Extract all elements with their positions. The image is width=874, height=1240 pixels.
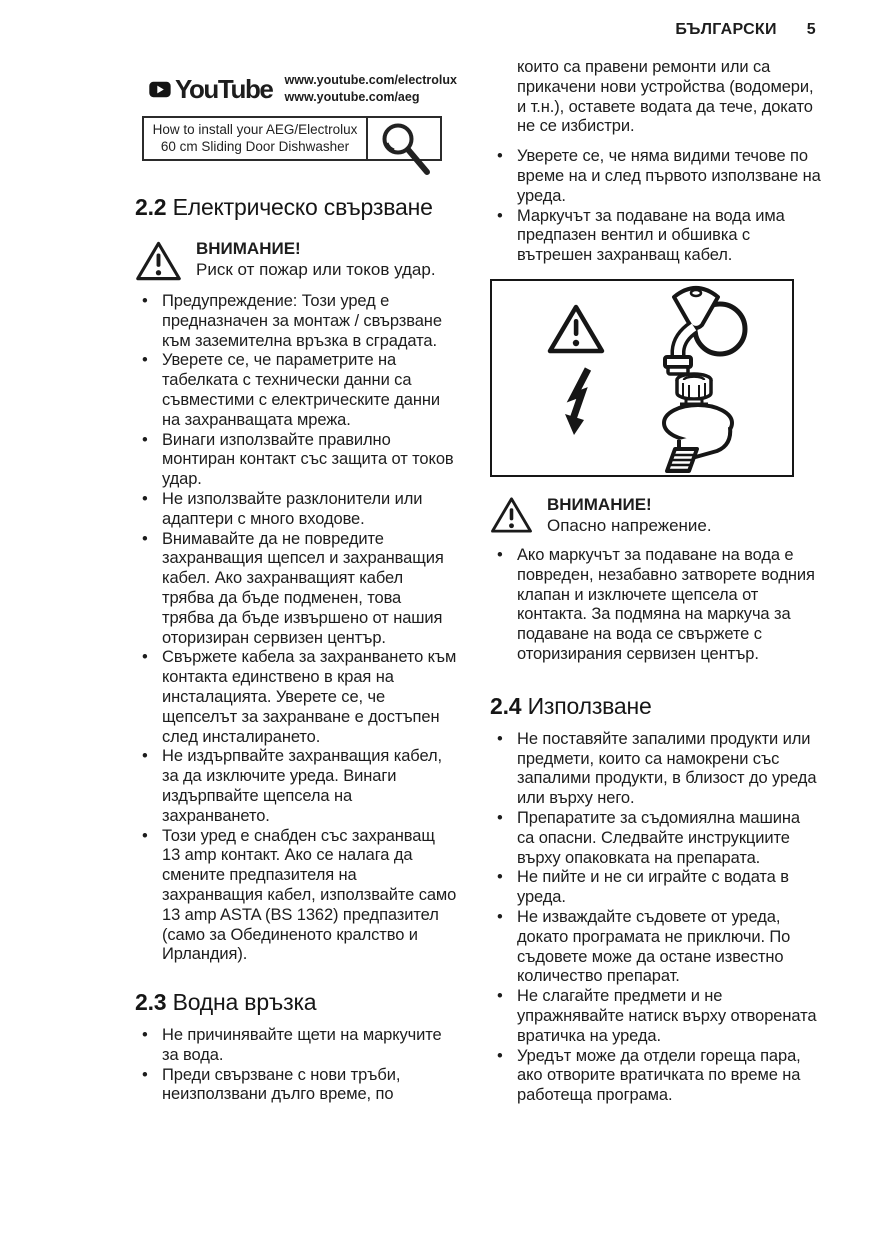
list-item: • Внимавайте да не повредите захранващия щепсел и захранващия кабел. Ако захранващият кабел трябва да бъде подменен, това трябва да бъде извършено от нашия оторизиран сервизен център.: [135, 530, 457, 649]
youtube-block: [149, 72, 457, 106]
youtube-url-electrolux[interactable]: www.youtube.com/electrolux: [284, 73, 457, 87]
bullet-marker: •: [497, 729, 503, 748]
bullet-marker: •: [142, 1026, 148, 1045]
bullet-marker: •: [497, 808, 503, 827]
list-item: • Този уред е снабден със захранващ 13 amp контакт. Ако се налага да смените предпазителя на захранващия кабел, използвайте само 13 amp ASTA (BS 1362) предпазител (само за Обединеното кралство и Ирландия).: [135, 827, 457, 966]
warning-triangle-icon: [490, 496, 533, 534]
list-item: • Не изваждайте съдовете от уреда, докато програмата не приключи. По съдовете може да остане известно количество препарат.: [490, 908, 821, 987]
section-title: Използване: [527, 692, 652, 719]
list-item: • Предупреждение: Този уред е предназначен за монтаж / свързване към заземителна връзка в сградата.: [135, 292, 457, 351]
water-tap-illustration: [665, 288, 745, 374]
electrical-bullet-list: [135, 292, 457, 965]
bullet-marker: •: [142, 747, 148, 766]
list-item: • Винаги използвайте правилно монтиран контакт със защита от токов удар.: [135, 431, 457, 490]
warning-body: Опасно напрежение.: [547, 515, 712, 535]
warning-text: [196, 238, 448, 282]
water-bullet-list-right: [490, 147, 821, 266]
list-item: • Не поставяйте запалими продукти или предмети, които са намокрени със запалими продукти, в близост до уреда или върху него.: [490, 730, 821, 809]
list-item: • Уверете се, че параметрите на табелката с технически данни са съвместими с електрическите данни на захранващата мрежа.: [135, 351, 457, 430]
list-item: • Уверете се, че няма видими течове по време на и след първото използване на уреда.: [490, 147, 821, 206]
list-item: • Не слагайте предмети и не упражнявайте натиск върху отворената вратичка на уреда.: [490, 987, 821, 1046]
video-link-line1: How to install your AEG/Electrolux: [152, 122, 358, 137]
youtube-urls: [285, 72, 458, 106]
bullet-marker: •: [497, 1046, 503, 1065]
inlet-hose-illustration: [664, 374, 732, 471]
bullet-marker: •: [142, 489, 148, 508]
water-bullet-list-left: [135, 1026, 457, 1105]
youtube-play-icon: [149, 76, 171, 103]
list-item: • Уредът може да отдели гореща пара, ако отворите вратичката по време на работеща програма.: [490, 1047, 821, 1106]
bullet-marker: •: [497, 206, 503, 225]
video-link-box[interactable]: [142, 116, 442, 161]
section-2-3-heading: [135, 989, 457, 1016]
warning-triangle-icon: [550, 307, 602, 351]
header-language: БЪЛГАРСКИ: [675, 21, 777, 38]
section-2-4-heading: [490, 693, 821, 720]
header-page-number: 5: [806, 21, 816, 38]
warning-title: ВНИМАНИЕ!: [196, 239, 301, 258]
warning-text: [547, 494, 799, 536]
right-column: [490, 58, 821, 1106]
hose-bullet-list: [490, 546, 821, 665]
list-item: • Препаратите за съдомиялна машина са опасни. Следвайте инструкциите върху опаковката на препарата.: [490, 809, 821, 868]
left-column: [135, 0, 457, 1105]
warning-block-fire: [135, 238, 457, 282]
section-number: 2.2: [135, 194, 167, 220]
video-link-icon-cell: [366, 118, 440, 159]
warning-triangle-icon: [135, 240, 182, 282]
section-number: 2.4: [490, 692, 522, 719]
video-link-text: [144, 118, 366, 159]
bullet-marker: •: [142, 648, 148, 667]
list-item: • Не издърпвайте захранващия кабел, за да изключите уреда. Винаги издърпвайте щепсела на захранването.: [135, 747, 457, 826]
youtube-url-aeg[interactable]: www.youtube.com/aeg: [284, 90, 420, 104]
list-item: • Маркучът за подаване на вода има предпазен вентил и обшивка с вътрешен захранващ кабел.: [490, 207, 821, 266]
list-item: • Не пийте и не си играйте с водата в уреда.: [490, 868, 821, 908]
page-header: [675, 21, 816, 39]
bullet-marker: •: [497, 868, 503, 887]
bullet-marker: •: [142, 292, 148, 310]
list-item: • Ако маркучът за подаване на вода е повреден, незабавно затворете водния клапан и изключете щепсела от контакта. За подмяна на маркуча за подаване на вода се свържете с оторизирания сервизен център.: [490, 546, 821, 665]
list-item: • Не причинявайте щети на маркучите за вода.: [135, 1026, 457, 1066]
bullet-marker: •: [142, 529, 148, 548]
hose-illustration-box: [490, 279, 794, 477]
list-item: • Преди свързване с нови тръби, неизползвани дълго време, по: [135, 1066, 457, 1106]
warning-body: Риск от пожар или токов удар.: [196, 260, 436, 279]
list-item: • Не използвайте разклонители или адаптери с много входове.: [135, 490, 457, 530]
use-bullet-list: [490, 730, 821, 1106]
high-voltage-arrow-icon: [565, 369, 588, 435]
bullet-marker: •: [497, 147, 503, 166]
warning-title: ВНИМАНИЕ!: [547, 494, 652, 514]
section-title: Електрическо свързване: [172, 194, 433, 220]
bullet-marker: •: [497, 907, 503, 926]
video-link-line2: 60 cm Sliding Door Dishwasher: [160, 138, 350, 154]
section-2-2-heading: [135, 194, 457, 221]
list-item: • Свържете кабела за захранването към контакта единствено в края на инсталацията. Уверете се, че щепселът за захранване е достъпен след инсталирането.: [135, 648, 457, 747]
bullet-marker: •: [142, 351, 148, 370]
magnifier-icon: [378, 121, 432, 179]
youtube-wordmark: YouTube: [174, 73, 273, 104]
section-title: Водна връзка: [172, 989, 317, 1016]
bullet-marker: •: [142, 826, 148, 845]
continuation-paragraph: които са правени ремонти или са прикачени нови устройства (водомери, и т.н.), оставете водата да тече, докато не се избистри.: [517, 58, 814, 136]
hose-illustration: [492, 281, 790, 473]
section-number: 2.3: [135, 989, 167, 1016]
bullet-marker: •: [142, 430, 148, 449]
bullet-marker: •: [142, 1065, 148, 1084]
warning-block-voltage: [490, 494, 821, 536]
bullet-marker: •: [497, 545, 503, 564]
bullet-marker: •: [497, 987, 503, 1006]
